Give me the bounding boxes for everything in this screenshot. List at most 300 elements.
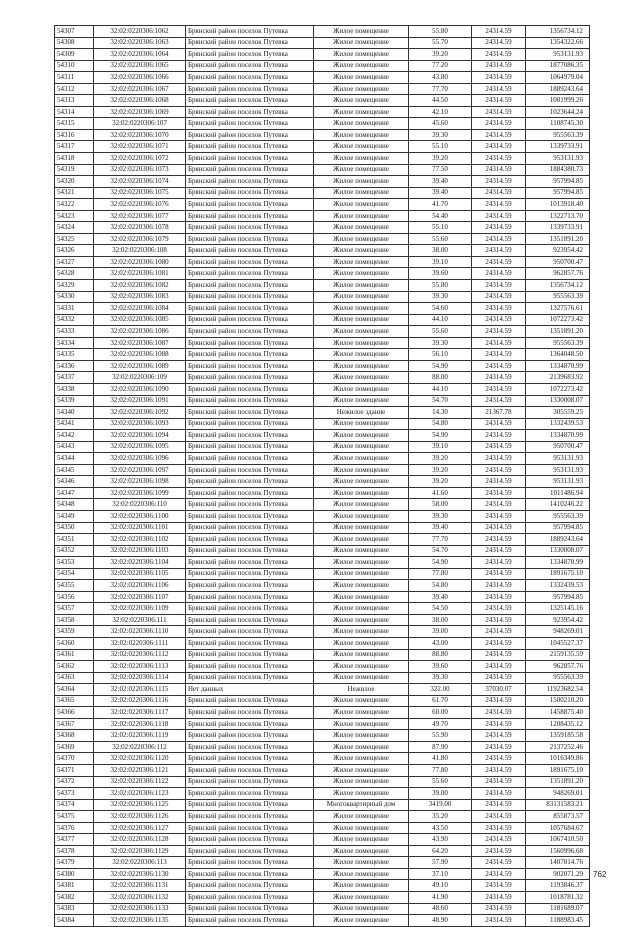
specific-value-cell: 24314.59 [472, 222, 526, 234]
object-type-cell: Жилое помещение [314, 383, 409, 395]
address-cell: Брянский район поселок Путевка [186, 637, 314, 649]
cadastral-value-cell: 1332439.53 [526, 418, 590, 430]
object-type-cell: Жилое помещение [314, 280, 409, 292]
area-cell: 39.30 [409, 510, 472, 522]
cadastral-number-cell: 32:02:0220306:1099 [94, 487, 186, 499]
table-row [55, 430, 590, 442]
area-cell: 87.90 [409, 741, 472, 753]
specific-value-cell: 24314.59 [472, 129, 526, 141]
cadastral-number-cell: 32:02:0220306:1063 [94, 37, 186, 49]
specific-value-cell: 24314.59 [472, 303, 526, 315]
table-row [55, 730, 590, 742]
cadastral-value-cell: 1458875.40 [526, 707, 590, 719]
row-number-cell: 54328 [55, 268, 94, 280]
address-cell: Брянский район поселок Путевка [186, 649, 314, 661]
specific-value-cell: 24314.59 [472, 903, 526, 915]
table-row [55, 314, 590, 326]
cadastral-number-cell: 32:02:0220306:1077 [94, 210, 186, 222]
object-type-cell: Жилое помещение [314, 303, 409, 315]
table-row [55, 857, 590, 869]
cadastral-number-cell: 32:02:0220306:1072 [94, 153, 186, 165]
cadastral-value-cell: 1325145.16 [526, 603, 590, 615]
object-type-cell: Жилое помещение [314, 349, 409, 361]
area-cell: 39.30 [409, 129, 472, 141]
table-row [55, 199, 590, 211]
object-type-cell: Жилое помещение [314, 649, 409, 661]
table-row [55, 868, 590, 880]
address-cell: Брянский район поселок Путевка [186, 337, 314, 349]
address-cell: Брянский район поселок Путевка [186, 118, 314, 130]
cadastral-value-cell: 1334870.99 [526, 360, 590, 372]
address-cell: Брянский район поселок Путевка [186, 799, 314, 811]
cadastral-value-cell: 2139683.92 [526, 372, 590, 384]
object-type-cell: Жилое помещение [314, 718, 409, 730]
address-cell: Брянский район поселок Путевка [186, 545, 314, 557]
area-cell: 39.20 [409, 49, 472, 61]
table-row [55, 741, 590, 753]
area-cell: 55.10 [409, 222, 472, 234]
area-cell: 77.80 [409, 765, 472, 777]
specific-value-cell: 24314.59 [472, 718, 526, 730]
cadastral-value-cell: 1356734.12 [526, 280, 590, 292]
address-cell: Брянский район поселок Путевка [186, 314, 314, 326]
cadastral-number-cell: 32:02:0220306:1110 [94, 626, 186, 638]
specific-value-cell: 24314.59 [472, 118, 526, 130]
cadastral-value-cell: 957994.85 [526, 522, 590, 534]
cadastral-value-cell: 957994.85 [526, 591, 590, 603]
cadastral-value-cell: 953131.93 [526, 464, 590, 476]
object-type-cell: Жилое помещение [314, 418, 409, 430]
specific-value-cell: 24314.59 [472, 765, 526, 777]
cadastral-number-cell: 32:02:0220306:1091 [94, 395, 186, 407]
cadastral-value-cell: 955563.39 [526, 129, 590, 141]
specific-value-cell: 24314.59 [472, 268, 526, 280]
area-cell: 58.00 [409, 499, 472, 511]
area-cell: 56.10 [409, 349, 472, 361]
row-number-cell: 54368 [55, 730, 94, 742]
table-row [55, 753, 590, 765]
object-type-cell: Жилое помещение [314, 314, 409, 326]
address-cell: Брянский район поселок Путевка [186, 661, 314, 673]
specific-value-cell: 24314.59 [472, 314, 526, 326]
specific-value-cell: 24314.59 [472, 153, 526, 165]
specific-value-cell: 24314.59 [472, 510, 526, 522]
object-type-cell: Жилое помещение [314, 845, 409, 857]
address-cell: Брянский район поселок Путевка [186, 430, 314, 442]
object-type-cell: Жилое помещение [314, 245, 409, 257]
cadastral-value-cell: 1016349.86 [526, 753, 590, 765]
row-number-cell: 54316 [55, 129, 94, 141]
address-cell: Брянский район поселок Путевка [186, 487, 314, 499]
specific-value-cell: 24314.59 [472, 649, 526, 661]
row-number-cell: 54319 [55, 164, 94, 176]
table-row [55, 707, 590, 719]
object-type-cell: Жилое помещение [314, 153, 409, 165]
cadastral-number-cell: 32:02:0220306:1133 [94, 903, 186, 915]
address-cell: Брянский район поселок Путевка [186, 95, 314, 107]
cadastral-value-cell: 1081999.26 [526, 95, 590, 107]
cadastral-number-cell: 32:02:0220306:1065 [94, 60, 186, 72]
row-number-cell: 54309 [55, 49, 94, 61]
cadastral-number-cell: 32:02:0220306:1112 [94, 649, 186, 661]
cadastral-number-cell: 32:02:0220306:1128 [94, 834, 186, 846]
area-cell: 39.40 [409, 522, 472, 534]
row-number-cell: 54329 [55, 280, 94, 292]
object-type-cell: Жилое помещение [314, 822, 409, 834]
cadastral-value-cell: 1351891.20 [526, 233, 590, 245]
area-cell: 39.20 [409, 153, 472, 165]
specific-value-cell: 24314.59 [472, 776, 526, 788]
row-number-cell: 54318 [55, 153, 94, 165]
address-cell: Брянский район поселок Путевка [186, 26, 314, 38]
cadastral-number-cell: 32:02:0220306:1109 [94, 603, 186, 615]
row-number-cell: 54322 [55, 199, 94, 211]
address-cell: Брянский район поселок Путевка [186, 256, 314, 268]
table-row [55, 337, 590, 349]
cadastral-value-cell: 1322713.70 [526, 210, 590, 222]
specific-value-cell: 24314.59 [472, 210, 526, 222]
cadastral-value-cell: 1407814.76 [526, 857, 590, 869]
address-cell: Брянский район поселок Путевка [186, 129, 314, 141]
specific-value-cell: 24314.59 [472, 753, 526, 765]
specific-value-cell: 24314.59 [472, 441, 526, 453]
object-type-cell: Жилое помещение [314, 441, 409, 453]
specific-value-cell: 24314.59 [472, 857, 526, 869]
row-number-cell: 54357 [55, 603, 94, 615]
address-cell: Брянский район поселок Путевка [186, 83, 314, 95]
object-type-cell: Жилое помещение [314, 268, 409, 280]
object-type-cell: Жилое помещение [314, 372, 409, 384]
table-row [55, 568, 590, 580]
specific-value-cell: 24314.59 [472, 395, 526, 407]
table-row [55, 407, 590, 419]
cadastral-number-cell: 32:02:0220306:1131 [94, 880, 186, 892]
cadastral-value-cell: 1327576.61 [526, 303, 590, 315]
address-cell: Брянский район поселок Путевка [186, 776, 314, 788]
cadastral-value-cell: 948269.01 [526, 626, 590, 638]
object-type-cell: Жилое помещение [314, 256, 409, 268]
row-number-cell: 54348 [55, 499, 94, 511]
address-cell: Брянский район поселок Путевка [186, 407, 314, 419]
address-cell: Брянский район поселок Путевка [186, 614, 314, 626]
cadastral-number-cell: 32:02:0220306:1092 [94, 407, 186, 419]
cadastral-value-cell: 1364048.50 [526, 349, 590, 361]
cadastral-value-cell: 1023644.24 [526, 106, 590, 118]
object-type-cell: Жилое помещение [314, 868, 409, 880]
address-cell: Брянский район поселок Путевка [186, 707, 314, 719]
row-number-cell: 54362 [55, 661, 94, 673]
cadastral-number-cell: 32:02:0220306:1064 [94, 49, 186, 61]
table-row [55, 811, 590, 823]
row-number-cell: 54376 [55, 822, 94, 834]
row-number-cell: 54335 [55, 349, 94, 361]
cadastral-value-cell: 1057684.67 [526, 822, 590, 834]
specific-value-cell: 24314.59 [472, 83, 526, 95]
cadastral-number-cell: 32:02:0220306:111 [94, 614, 186, 626]
table-row [55, 245, 590, 257]
cadastral-number-cell: 32:02:0220306:1118 [94, 718, 186, 730]
specific-value-cell: 24314.59 [472, 499, 526, 511]
table-row [55, 222, 590, 234]
address-cell: Брянский район поселок Путевка [186, 326, 314, 338]
cadastral-number-cell: 32:02:0220306:113 [94, 857, 186, 869]
cadastral-number-cell: 32:02:0220306:1095 [94, 441, 186, 453]
cadastral-value-cell: 1188983.45 [526, 915, 590, 927]
row-number-cell: 54365 [55, 695, 94, 707]
cadastral-value-cell: 1064979.04 [526, 72, 590, 84]
table-row [55, 372, 590, 384]
specific-value-cell: 24314.59 [472, 60, 526, 72]
cadastral-number-cell: 32:02:0220306:1069 [94, 106, 186, 118]
cadastral-value-cell: 1359185.58 [526, 730, 590, 742]
object-type-cell: Жилое помещение [314, 476, 409, 488]
address-cell: Брянский район поселок Путевка [186, 349, 314, 361]
cadastral-number-cell: 32:02:0220306:1126 [94, 811, 186, 823]
object-type-cell: Жилое помещение [314, 672, 409, 684]
cadastral-number-cell: 32:02:0220306:1100 [94, 510, 186, 522]
table-row [55, 141, 590, 153]
address-cell: Брянский район поселок Путевка [186, 591, 314, 603]
area-cell: 39.60 [409, 268, 472, 280]
table-row [55, 106, 590, 118]
specific-value-cell: 24314.59 [472, 845, 526, 857]
specific-value-cell: 24314.59 [472, 695, 526, 707]
address-cell: Брянский район поселок Путевка [186, 522, 314, 534]
object-type-cell: Жилое помещение [314, 580, 409, 592]
address-cell: Брянский район поселок Путевка [186, 499, 314, 511]
specific-value-cell: 24314.59 [472, 418, 526, 430]
area-cell: 39.20 [409, 453, 472, 465]
address-cell: Брянский район поселок Путевка [186, 37, 314, 49]
address-cell: Брянский район поселок Путевка [186, 892, 314, 904]
specific-value-cell: 24314.59 [472, 360, 526, 372]
object-type-cell: Жилое помещение [314, 233, 409, 245]
cadastral-value-cell: 1045527.37 [526, 637, 590, 649]
table-row [55, 418, 590, 430]
row-number-cell: 54381 [55, 880, 94, 892]
area-cell: 55.60 [409, 326, 472, 338]
area-cell: 88.00 [409, 372, 472, 384]
row-number-cell: 54345 [55, 464, 94, 476]
area-cell: 43.50 [409, 822, 472, 834]
address-cell: Брянский район поселок Путевка [186, 372, 314, 384]
row-number-cell: 54341 [55, 418, 94, 430]
object-type-cell: Жилое помещение [314, 880, 409, 892]
object-type-cell: Жилое помещение [314, 106, 409, 118]
table-body [55, 26, 590, 927]
area-cell: 39.20 [409, 476, 472, 488]
specific-value-cell: 24314.59 [472, 788, 526, 800]
address-cell: Брянский район поселок Путевка [186, 164, 314, 176]
specific-value-cell: 24314.59 [472, 26, 526, 38]
row-number-cell: 54334 [55, 337, 94, 349]
specific-value-cell: 24314.59 [472, 534, 526, 546]
row-number-cell: 54350 [55, 522, 94, 534]
table-row [55, 510, 590, 522]
area-cell: 44.10 [409, 383, 472, 395]
object-type-cell: Жилое помещение [314, 614, 409, 626]
row-number-cell: 54367 [55, 718, 94, 730]
row-number-cell: 54347 [55, 487, 94, 499]
address-cell: Брянский район поселок Путевка [186, 753, 314, 765]
row-number-cell: 54354 [55, 568, 94, 580]
object-type-cell: Жилое помещение [314, 730, 409, 742]
row-number-cell: 54360 [55, 637, 94, 649]
area-cell: 57.90 [409, 857, 472, 869]
table-row [55, 487, 590, 499]
area-cell: 39.00 [409, 788, 472, 800]
area-cell: 44.50 [409, 95, 472, 107]
object-type-cell: Жилое помещение [314, 395, 409, 407]
cadastral-number-cell: 32:02:0220306:1071 [94, 141, 186, 153]
cadastral-value-cell: 950700.47 [526, 441, 590, 453]
cadastral-value-cell: 1877086.35 [526, 60, 590, 72]
row-number-cell: 54327 [55, 256, 94, 268]
specific-value-cell: 24314.59 [472, 37, 526, 49]
address-cell: Брянский район поселок Путевка [186, 360, 314, 372]
table-row [55, 580, 590, 592]
row-number-cell: 54333 [55, 326, 94, 338]
cadastral-number-cell: 32:02:0220306:1088 [94, 349, 186, 361]
cadastral-value-cell: 1889243.64 [526, 83, 590, 95]
area-cell: 3419.00 [409, 799, 472, 811]
row-number-cell: 54380 [55, 868, 94, 880]
area-cell: 39.20 [409, 464, 472, 476]
object-type-cell: Жилое помещение [314, 49, 409, 61]
cadastral-value-cell: 1891675.10 [526, 765, 590, 777]
cadastral-value-cell: 1181689.07 [526, 903, 590, 915]
address-cell: Брянский район поселок Путевка [186, 880, 314, 892]
cadastral-value-cell: 957994.85 [526, 176, 590, 188]
table-row [55, 326, 590, 338]
cadastral-number-cell: 32:02:0220306:1090 [94, 383, 186, 395]
area-cell: 55.70 [409, 37, 472, 49]
table-row [55, 892, 590, 904]
object-type-cell: Жилое помещение [314, 187, 409, 199]
cadastral-value-cell: 1013918.40 [526, 199, 590, 211]
address-cell: Брянский район поселок Путевка [186, 741, 314, 753]
row-number-cell: 54383 [55, 903, 94, 915]
row-number-cell: 54313 [55, 95, 94, 107]
cadastral-value-cell: 1332439.53 [526, 580, 590, 592]
object-type-cell: Жилое помещение [314, 176, 409, 188]
cadastral-value-cell: 2137252.46 [526, 741, 590, 753]
address-cell: Брянский район поселок Путевка [186, 868, 314, 880]
cadastral-number-cell: 32:02:0220306:1132 [94, 892, 186, 904]
address-cell: Брянский район поселок Путевка [186, 510, 314, 522]
row-number-cell: 54371 [55, 765, 94, 777]
table-row [55, 187, 590, 199]
cadastral-value-cell: 305559.25 [526, 407, 590, 419]
row-number-cell: 54336 [55, 360, 94, 372]
cadastral-number-cell: 32:02:0220306:1085 [94, 314, 186, 326]
area-cell: 45.60 [409, 118, 472, 130]
cadastral-value-cell: 1889243.64 [526, 534, 590, 546]
row-number-cell: 54377 [55, 834, 94, 846]
cadastral-value-cell: 948269.01 [526, 788, 590, 800]
object-type-cell: Многоквартирный дом [314, 799, 409, 811]
address-cell: Брянский район поселок Путевка [186, 303, 314, 315]
object-type-cell: Жилое помещение [314, 487, 409, 499]
specific-value-cell: 24314.59 [472, 811, 526, 823]
object-type-cell: Жилое помещение [314, 129, 409, 141]
table-row [55, 614, 590, 626]
cadastral-value-cell: 1891675.10 [526, 568, 590, 580]
cadastral-number-cell: 32:02:0220306:1129 [94, 845, 186, 857]
table-row [55, 845, 590, 857]
area-cell: 88.80 [409, 649, 472, 661]
cadastral-number-cell: 32:02:0220306:1081 [94, 268, 186, 280]
area-cell: 54.90 [409, 557, 472, 569]
area-cell: 54.90 [409, 430, 472, 442]
specific-value-cell: 24314.59 [472, 337, 526, 349]
area-cell: 37.10 [409, 868, 472, 880]
area-cell: 55.80 [409, 280, 472, 292]
cadastral-number-cell: 32:02:0220306:1083 [94, 291, 186, 303]
row-number-cell: 54364 [55, 684, 94, 696]
specific-value-cell: 24314.59 [472, 637, 526, 649]
row-number-cell: 54363 [55, 672, 94, 684]
cadastral-value-cell: 1011486.94 [526, 487, 590, 499]
cadastral-value-cell: 953131.93 [526, 476, 590, 488]
area-cell: 55.60 [409, 233, 472, 245]
cadastral-number-cell: 32:02:0220306:1082 [94, 280, 186, 292]
specific-value-cell: 24314.59 [472, 256, 526, 268]
area-cell: 54.90 [409, 360, 472, 372]
table-row [55, 649, 590, 661]
row-number-cell: 54314 [55, 106, 94, 118]
row-number-cell: 54324 [55, 222, 94, 234]
specific-value-cell: 24314.59 [472, 557, 526, 569]
cadastral-value-table [54, 25, 590, 927]
area-cell: 39.30 [409, 672, 472, 684]
area-cell: 39.10 [409, 256, 472, 268]
specific-value-cell: 24314.59 [472, 164, 526, 176]
object-type-cell: Жилое помещение [314, 510, 409, 522]
cadastral-number-cell: 32:02:0220306:1087 [94, 337, 186, 349]
cadastral-value-cell: 950700.47 [526, 256, 590, 268]
object-type-cell: Жилое помещение [314, 741, 409, 753]
cadastral-value-cell: 1356734.12 [526, 26, 590, 38]
table-row [55, 464, 590, 476]
row-number-cell: 54359 [55, 626, 94, 638]
cadastral-value-cell: 2159135.59 [526, 649, 590, 661]
specific-value-cell: 24314.59 [472, 580, 526, 592]
table-row [55, 799, 590, 811]
row-number-cell: 54317 [55, 141, 94, 153]
cadastral-number-cell: 32:02:0220306:107 [94, 118, 186, 130]
specific-value-cell: 24314.59 [472, 487, 526, 499]
cadastral-number-cell: 32:02:0220306:1135 [94, 915, 186, 927]
table-row [55, 545, 590, 557]
cadastral-value-cell: 1351891.20 [526, 776, 590, 788]
cadastral-number-cell: 32:02:0220306:1107 [94, 591, 186, 603]
row-number-cell: 54351 [55, 534, 94, 546]
cadastral-number-cell: 32:02:0220306:1115 [94, 684, 186, 696]
address-cell: Брянский район поселок Путевка [186, 72, 314, 84]
area-cell: 41.60 [409, 487, 472, 499]
address-cell: Брянский район поселок Путевка [186, 730, 314, 742]
cadastral-value-cell: 962857.76 [526, 268, 590, 280]
object-type-cell: Жилое помещение [314, 291, 409, 303]
table-row [55, 684, 590, 696]
cadastral-value-cell: 1560996.68 [526, 845, 590, 857]
address-cell: Брянский район поселок Путевка [186, 106, 314, 118]
cadastral-value-cell: 1108745.30 [526, 118, 590, 130]
cadastral-number-cell: 32:02:0220306:1076 [94, 199, 186, 211]
object-type-cell: Жилое помещение [314, 626, 409, 638]
table-row [55, 441, 590, 453]
